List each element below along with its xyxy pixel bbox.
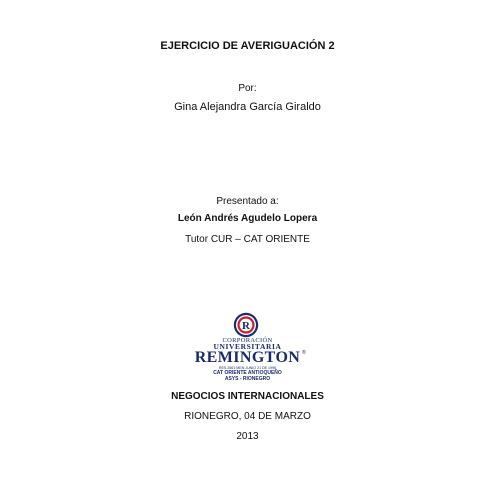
emblem-letter: R: [242, 320, 250, 332]
logo-resolution: RES.2661 MEN JUNIO 21 DE 1996: [218, 366, 277, 370]
remington-emblem-icon: [233, 312, 259, 338]
year: 2013: [236, 431, 259, 442]
place-date: RIONEGRO, 04 DE MARZO: [184, 411, 311, 422]
logo-city: ASYS - RIONEGRO: [224, 376, 271, 382]
tutor-name: León Andrés Agudelo Lopera: [177, 213, 318, 224]
registered-mark: ®: [302, 350, 306, 356]
university-logo: [190, 312, 310, 384]
logo-line-corporacion: CORPORACIÓN: [222, 337, 273, 344]
program-name: NEGOCIOS INTERNACIONALES: [171, 391, 324, 402]
by-label: Por:: [238, 83, 257, 94]
logo-line-universitaria: UNIVERSITARIA: [213, 342, 282, 351]
document-title: EJERCICIO DE AVERIGUACIÓN 2: [160, 40, 335, 52]
logo-campus: CAT ORIENTE ANTIOQUEÑO: [213, 370, 282, 376]
tutor-role: Tutor CUR – CAT ORIENTE: [185, 234, 310, 245]
logo-brand-name: REMINGTON: [194, 349, 301, 366]
author-name: Gina Alejandra García Giraldo: [174, 101, 321, 113]
presented-to-label: Presentado a:: [216, 196, 279, 207]
